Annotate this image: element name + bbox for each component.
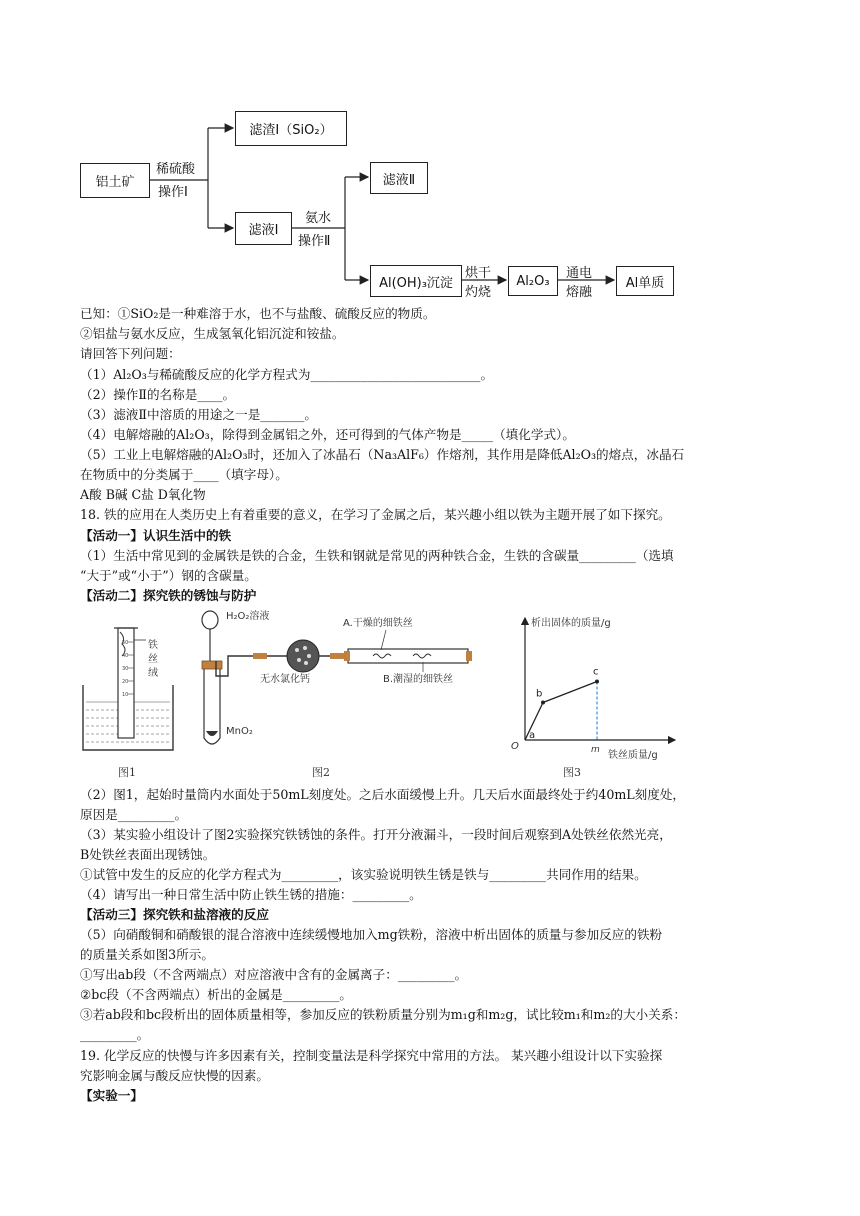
question-4: （4）电解熔融的Al₂O₃，除得到金属铝之外，还可得到的气体产物是_____（填化学式）。 [80,427,575,442]
acid-label: 稀硫酸 [156,162,196,177]
scale-40: 40 [122,653,129,659]
activity-1-q-a: （1）生活中常见到的金属铁是铁的合金，生铁和钢就是常见的两种铁合金，生铁的含碳量_________（选填 [80,548,674,563]
activity-1: 【活动一】认识生活中的铁 [80,528,232,543]
scale-10: 10 [122,692,129,698]
activity-2-q3a: （3）某实验小组设计了图2实验探究铁锈蚀的条件。打开分液漏斗，一段时间后观察到A处铁丝依然光亮， [80,827,672,842]
bauxite-label: 铝土矿 [95,175,135,190]
question-5a: （5）工业上电解熔融的Al₂O₃时，还加入了冰晶石（Na₃AlF₆）作熔剂，其作用是降低Al₂O₃的熔点，冰晶石 [80,447,685,462]
activity-2-q3b: B处铁丝表面出现锈蚀。 [80,847,216,862]
filtrate2-label: 滤液Ⅱ [382,172,416,188]
power-label: 通电 [566,266,593,281]
op2-label: 操作Ⅱ [298,234,331,249]
figure-3-marks [525,667,599,742]
origin-label: O [511,741,519,752]
point-label-c: c [593,666,599,678]
alumina-label: Al₂O₃ [516,273,550,289]
ammonia-label: 氨水 [305,211,332,226]
mno2-label: MnO₂ [226,726,253,737]
alumina-box [508,266,558,296]
activity-3-q5e: ③若ab段和bc段析出的固体质量相等，参加反应的铁粉质量分别为m₁g和m₂g，试比较m₁和m₂的大小关系： [80,1007,686,1022]
scale-20: 20 [122,679,129,685]
scale-30: 30 [122,666,129,672]
activity-2-q2a: （2）图1，起始时量筒内水面处于50mL刻度处。之后水面缓慢上升。几天后水面最终处于约40mL刻度处， [80,787,686,802]
problem-19a: 19. 化学反应的快慢与许多因素有关，控制变量法是科学探究中常用的方法。 某兴趣小组设计以下实验探 [80,1048,663,1063]
question-2: （2）操作Ⅱ的名称是____。 [80,387,236,402]
flowchart-arrows [0,0,860,310]
known-1: 已知：①SiO₂是一种难溶于水，也不与盐酸、硫酸反应的物质。 [80,306,436,321]
activity-3-q5d: ②bc段（不含两端点）析出的金属是_________。 [80,987,352,1002]
filtrate1-label: 滤液Ⅰ [248,223,279,238]
burn-label: 灼烧 [465,285,492,300]
point-label-a: a [529,730,536,741]
iron-wool-label-2: 丝 [148,654,158,665]
figure-1-caption: 图1 [118,766,136,779]
activity-1-q-b: “大于”或“小于”）钢的含碳量。 [80,568,257,583]
wire-b-label: B.潮湿的细铁丝 [383,674,454,685]
point-label-b: b [536,688,543,700]
al-label: Al单质 [625,275,665,291]
bauxite-box [80,163,150,198]
m-tick-label: m [591,745,600,755]
question-5b: 在物质中的分类属于____（填字母）。 [80,467,288,482]
activity-2-q3c: ①试管中发生的反应的化学方程式为_________，该实验说明铁生锈是铁与_________共同作用的结果。 [80,867,647,882]
activity-3-q5a: （5）向硝酸铜和硝酸银的混合溶液中连续缓慢地加入mg铁粉，溶液中析出固体的质量与参加反应的铁粉 [80,927,663,942]
activity-2: 【活动二】探究铁的锈蚀与防护 [80,588,257,603]
activity-3-q5c: ①写出ab段（不含两端点）对应溶液中含有的金属离子：_________。 [80,967,468,982]
figure-3-chart [505,612,685,762]
scale-50: 50 [122,640,129,646]
activity-2-q2b: 原因是_________。 [80,807,188,822]
filtrate2-box [370,162,428,194]
question-3: （3）滤液Ⅱ中溶质的用途之一是_______。 [80,407,317,422]
ask: 请回答下列问题： [80,346,181,361]
figure-2 [198,606,488,756]
iron-wool-label-3: 绒 [148,668,158,679]
question-1: （1）Al₂O₃与稀硫酸反应的化学方程式为___________________________。 [80,367,494,382]
precip-box [370,265,462,297]
activity-3-q5b: 的质量关系如图3所示。 [80,947,214,962]
options: A酸 B碱 C盐 D氧化物 [80,487,206,502]
figure-3-caption: 图3 [563,766,581,779]
cacl2-label: 无水氯化钙 [260,674,310,685]
h2o2-label: H₂O₂溶液 [226,611,270,622]
activity-2-q4: （4）请写出一种日常生活中防止铁生锈的措施：_________。 [80,887,422,902]
experiment-1: 【实验一】 [80,1088,143,1103]
melt-label: 熔融 [566,285,593,300]
op1-label: 操作Ⅰ [158,185,188,200]
wire-a-label: A.干燥的细铁丝 [343,618,413,629]
figure-2-caption: 图2 [312,766,330,779]
residue1-label: 滤渣Ⅰ（SiO₂） [249,123,333,138]
x-axis-label: 铁丝质量/g [608,750,658,761]
point-b [541,701,545,705]
filtrate1-box [235,212,292,245]
known-2: ②铝盐与氨水反应，生成氢氧化铝沉淀和铵盐。 [80,326,345,341]
al-box [616,266,674,296]
activity-3-q5f: _________。 [80,1027,150,1042]
problem-18: 18. 铁的应用在人类历史上有着重要的意义，在学习了金属之后，某兴趣小组以铁为主题开展了如下探究。 [80,507,671,522]
precip-label: Al(OH)₃沉淀 [379,275,453,291]
iron-wool-label-1: 铁 [148,640,158,651]
dry-label: 烘干 [465,266,492,281]
y-axis-label: 析出固体的质量/g [531,618,611,629]
activity-3: 【活动三】探究铁和盐溶液的反应 [80,907,269,922]
point-c [595,680,599,684]
residue1-box [235,111,347,146]
problem-19b: 究影响金属与酸反应快慢的因素。 [80,1068,269,1083]
figure-1 [78,610,218,760]
segment-bc [543,682,597,703]
